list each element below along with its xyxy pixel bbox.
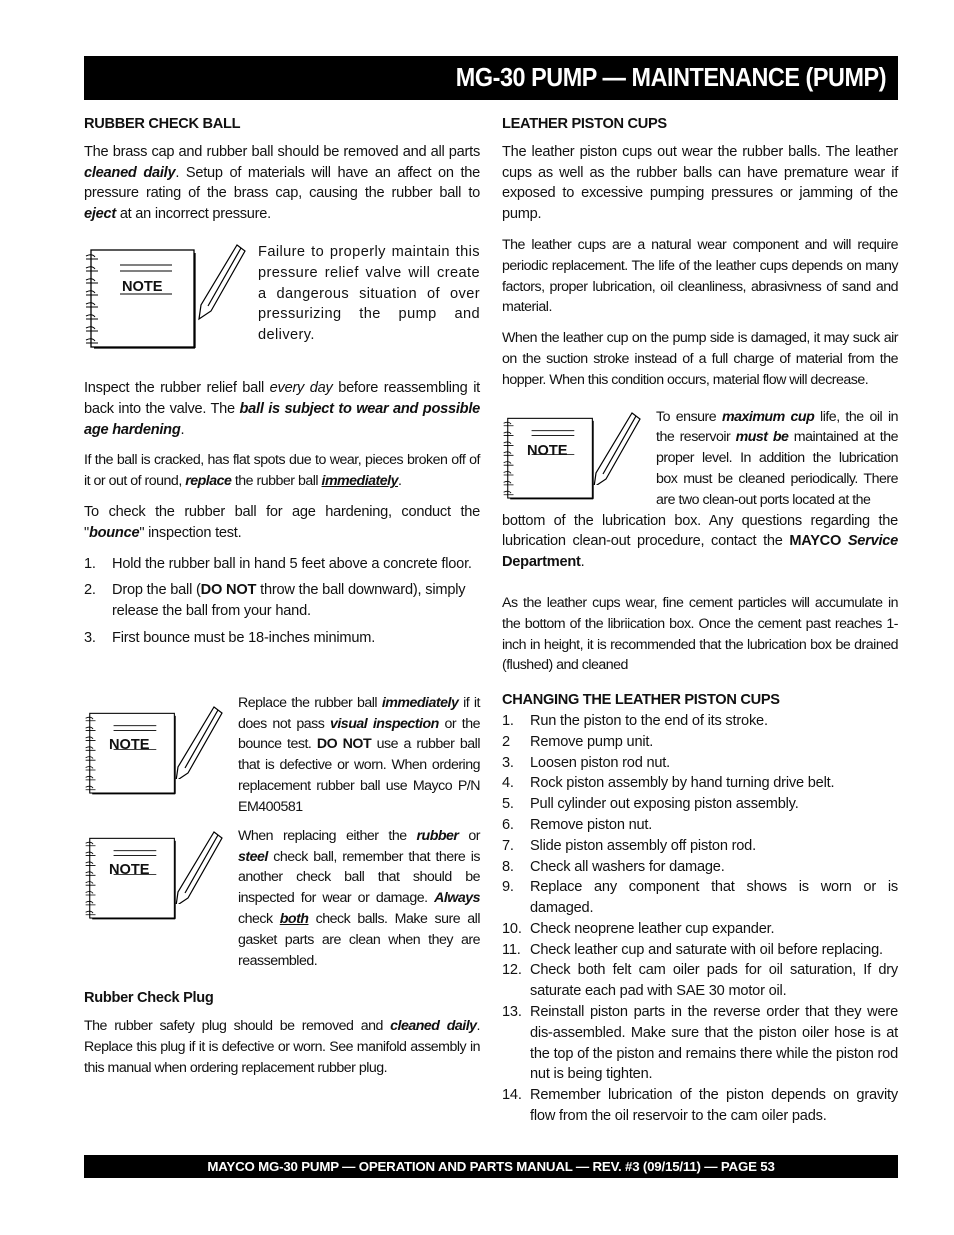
list-item: 4. Rock piston assembly by hand turning drive belt. bbox=[502, 775, 835, 792]
list-item: 13. Reinstall piston parts in the reverse order that they were dis-assembled. Make sure that the piston oiler hose is at the top of the piston and remains there while the piston rod nut is being tighten. bbox=[502, 1004, 898, 1083]
list-item: 1. Run the piston to the end of its stroke. bbox=[502, 712, 768, 729]
leather-piston-cups-heading: LEATHER PISTON CUPS bbox=[502, 116, 667, 132]
list-item: 1. Hold the rubber ball in hand 5 feet above a concrete floor. bbox=[84, 555, 472, 572]
cracked-paragraph: If the ball is cracked, has flat spots due to wear, pieces broken off of it or out of round, replace the rubber ball immediately. bbox=[84, 452, 480, 490]
note-text: When replacing either the rubber or steel check ball, remember that there is another check ball that should be inspected for wear or damage. Always check both check balls. Make sure all gasket parts are clean when they are reassembled. bbox=[238, 827, 480, 969]
note-pressure-relief bbox=[84, 243, 480, 357]
footer: MAYCO MG-30 PUMP — OPERATION AND PARTS MANUAL — REV. #3 (09/15/11) — PAGE 53 bbox=[84, 1155, 898, 1178]
left-column bbox=[84, 114, 480, 1089]
note-icon bbox=[502, 415, 654, 507]
list-item: 2. Drop the ball (DO NOT throw the ball downward), simply release the ball from your hand. bbox=[84, 582, 466, 620]
note-icon bbox=[84, 247, 254, 352]
note-replace-ball bbox=[84, 693, 480, 819]
list-item: 3. Loosen piston rod nut. bbox=[502, 754, 671, 771]
rubber-check-plug-heading: Rubber Check Plug bbox=[84, 990, 214, 1007]
note-icon bbox=[84, 709, 236, 819]
bounce-paragraph: To check the rubber ball for age hardening, conduct the "bounce" inspection test. bbox=[84, 503, 480, 541]
note-lubrication-continued: bottom of the lubrication box. Any questions regarding the lubrication clean-out procedure, contact the MAYCO Service Department. bbox=[502, 512, 898, 571]
pencil-icon bbox=[174, 830, 224, 904]
list-item: 5. Pull cylinder out exposing piston assembly. bbox=[502, 796, 799, 813]
note-text: Replace the rubber ball immediately if it does not pass visual inspection or the bounce test. DO NOT use a rubber ball that is defective or worn. When ordering replacement rubber ball use Mayco P/N EM400581 bbox=[238, 694, 481, 815]
list-item: 10. Check neoprene leather cup expander. bbox=[502, 920, 775, 937]
pencil-icon bbox=[592, 411, 642, 485]
note-lubrication bbox=[502, 407, 898, 511]
pencil-icon bbox=[174, 705, 224, 779]
note-label: NOTE bbox=[109, 861, 150, 878]
page-title: MG-30 PUMP — MAINTENANCE (PUMP) bbox=[455, 62, 886, 92]
right-column bbox=[502, 114, 898, 1127]
inspect-paragraph: Inspect the rubber relief ball every day before reassembling it back into the valve. The ball is subject to wear and possible age hardening. bbox=[84, 379, 480, 438]
list-item: 8. Check all washers for damage. bbox=[502, 858, 725, 875]
list-item: 7. Slide piston assembly off piston rod. bbox=[502, 837, 756, 854]
paragraph: The leather piston cups out wear the rubber balls. The leather cups as well as the rubber balls can have premature wear if exposed to excessive pumping pressures or jamming of the pump. bbox=[502, 143, 898, 223]
list-item: 3. First bounce must be 18-inches minimum. bbox=[84, 629, 376, 646]
pencil-icon bbox=[197, 243, 251, 323]
list-item: 11. Check leather cup and saturate with oil before replacing. bbox=[502, 941, 883, 958]
note-check-balls bbox=[84, 827, 480, 972]
note-label: NOTE bbox=[527, 442, 568, 459]
changing-cups-heading: CHANGING THE LEATHER PISTON CUPS bbox=[502, 692, 780, 709]
paragraph: The leather cups are a natural wear component and will require periodic replacement. The life of the leather cups depends on many factors, proper lubrication, oil cleanliness, abrasivness of sand and material. bbox=[502, 236, 898, 316]
note-icon bbox=[84, 834, 236, 934]
rubber-check-ball-heading: RUBBER CHECK BALL bbox=[84, 116, 241, 132]
bounce-steps bbox=[84, 554, 480, 649]
changing-cups-steps bbox=[502, 711, 898, 1127]
paragraph: When the leather cup on the pump side is damaged, it may suck air on the suction stroke instead of a full charge of material from the hopper. When this condition occurs, material flow will decrease. bbox=[502, 330, 898, 388]
list-item: 9. Replace any component that shows is worn or is damaged. bbox=[502, 879, 898, 917]
note-text: Failure to properly maintain this pressure relief valve will create a dangerous situation of over pressurizing the pump and delivery. bbox=[258, 243, 480, 344]
note-label: NOTE bbox=[109, 736, 150, 753]
list-item: 12. Check both felt cam oiler pads for oil saturation, If dry saturate each pad with SAE 30 motor oil. bbox=[502, 962, 898, 1000]
rubber-check-ball-paragraph: The brass cap and rubber ball should be removed and all parts cleaned daily. Setup of materials will have an affect on the pressure rating of the brass cap, causing the rubber ball to eject at an incorrect pressure. bbox=[84, 143, 480, 223]
title-bar bbox=[84, 56, 898, 100]
note-label: NOTE bbox=[122, 278, 163, 295]
note-text: To ensure maximum cup life, the oil in the reservoir must be maintained at the proper level. In addition the lubrication box must be cleaned periodically. There are two clean-out ports located at the bbox=[656, 408, 899, 508]
list-item: 14. Remember lubrication of the piston depends on gravity flow from the oil reservoir to the cam oiler pads. bbox=[502, 1087, 898, 1125]
rubber-check-plug-paragraph: The rubber safety plug should be removed and cleaned daily. Replace this plug if it is defective or worn. See manifold assembly in this manual when ordering replacement rubber plug. bbox=[84, 1018, 480, 1076]
list-item: 2 Remove pump unit. bbox=[502, 733, 654, 750]
list-item: 6. Remove piston nut. bbox=[502, 816, 653, 833]
paragraph: As the leather cups wear, fine cement particles will accumulate in the bottom of the libriication box. Once the cement past reaches 1-inch in height, it is recommended that the lubrication box be drained (flushed) and cleaned bbox=[502, 594, 898, 674]
